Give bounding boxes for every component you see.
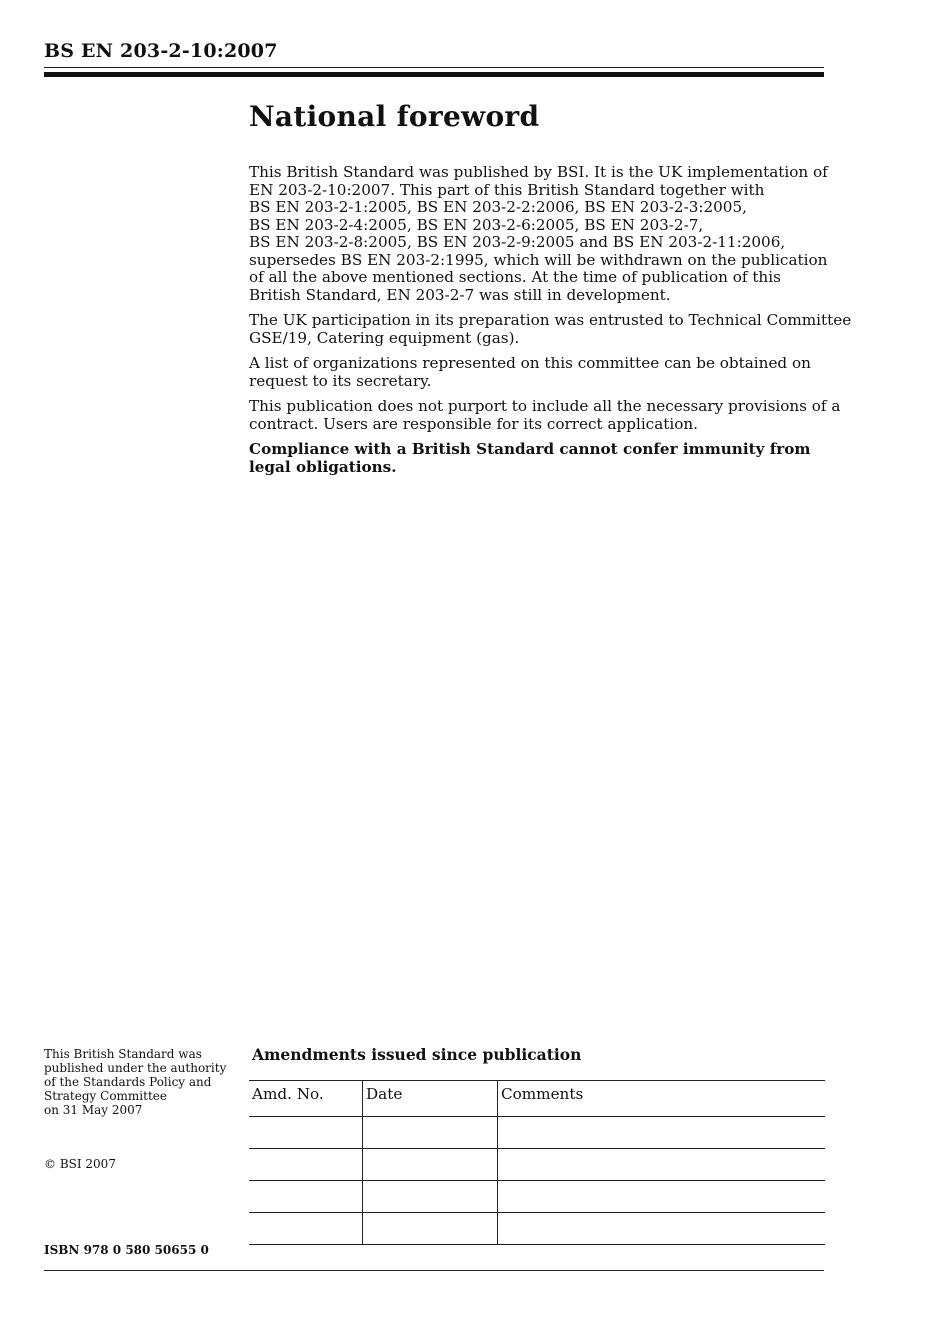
document-id: BS EN 203-2-10:2007: [44, 40, 278, 62]
page-title: National foreword: [249, 100, 540, 133]
text-line: British Standard, EN 203-2-7 was still in development.: [249, 285, 671, 304]
table-cell: [363, 1181, 498, 1213]
copyright: © BSI 2007: [44, 1157, 116, 1171]
text-line: BS EN 203-2-1:2005, BS EN 203-2-2:2006, BS EN 203-2-3:2005,: [249, 198, 747, 216]
table-cell: [498, 1181, 826, 1213]
amendments-heading: Amendments issued since publication: [252, 1045, 582, 1064]
column-header-comments: Comments: [498, 1081, 826, 1117]
paragraph-organizations: [249, 355, 829, 390]
text-line: BS EN 203-2-4:2005, BS EN 203-2-6:2005, BS EN 203-2-7,: [249, 215, 704, 234]
table-row: [249, 1181, 825, 1213]
text-line: on 31 May 2007: [44, 1103, 143, 1117]
publication-note: [44, 1047, 226, 1117]
header-rule-thick: [44, 72, 824, 77]
table-cell: [249, 1149, 363, 1181]
paragraph-publication: [249, 164, 829, 304]
table-header-row: [249, 1081, 825, 1117]
table-cell: [498, 1213, 826, 1245]
table-row: [249, 1213, 825, 1245]
text-line: of all the above mentioned sections. At the time of publication of this: [249, 268, 781, 286]
table-row: [249, 1117, 825, 1149]
text-line: This British Standard was: [44, 1047, 202, 1061]
paragraph-provisions: [249, 397, 841, 433]
table-cell: [249, 1117, 363, 1149]
text-line: Strategy Committee: [44, 1089, 167, 1103]
table-cell: [249, 1213, 363, 1245]
table-cell: [498, 1149, 826, 1181]
text-line: Compliance with a British Standard cannot confer immunity from: [249, 440, 811, 458]
foreword-body: [249, 163, 852, 484]
amendments-table: [249, 1080, 825, 1245]
text-line: GSE/19, Catering equipment (gas).: [249, 328, 520, 347]
text-line: BS EN 203-2-8:2005, BS EN 203-2-9:2005 and BS EN 203-2-11:2006,: [249, 233, 786, 251]
text-line: published under the authority: [44, 1061, 227, 1075]
text-line: EN 203-2-10:2007. This part of this British Standard together with: [249, 180, 765, 199]
table-row: [249, 1149, 825, 1181]
column-header-date: Date: [363, 1081, 498, 1117]
isbn: ISBN 978 0 580 50655 0: [44, 1243, 209, 1257]
footer-rule: [44, 1270, 824, 1271]
table-cell: [363, 1149, 498, 1181]
text-line: This British Standard was published by BSI. It is the UK implementation of: [249, 163, 828, 181]
text-line: The UK participation in its preparation was entrusted to Technical Committee: [249, 311, 852, 329]
text-line: This publication does not purport to include all the necessary provisions of a: [249, 397, 841, 415]
paragraph-compliance: [249, 441, 829, 476]
table-cell: [363, 1117, 498, 1149]
table-cell: [498, 1117, 826, 1149]
table-cell: [249, 1181, 363, 1213]
text-line: of the Standards Policy and: [44, 1075, 212, 1089]
paragraph-committee: [249, 311, 852, 347]
table-cell: [363, 1213, 498, 1245]
text-line: request to its secretary.: [249, 371, 432, 390]
text-line: contract. Users are responsible for its correct application.: [249, 414, 698, 433]
text-line: supersedes BS EN 203-2:1995, which will be withdrawn on the publication: [249, 250, 828, 269]
column-header-amd-no: Amd. No.: [249, 1081, 363, 1117]
text-line: legal obligations.: [249, 457, 397, 476]
text-line: A list of organizations represented on this committee can be obtained on: [249, 354, 811, 372]
header-rule-thin: [44, 67, 824, 68]
